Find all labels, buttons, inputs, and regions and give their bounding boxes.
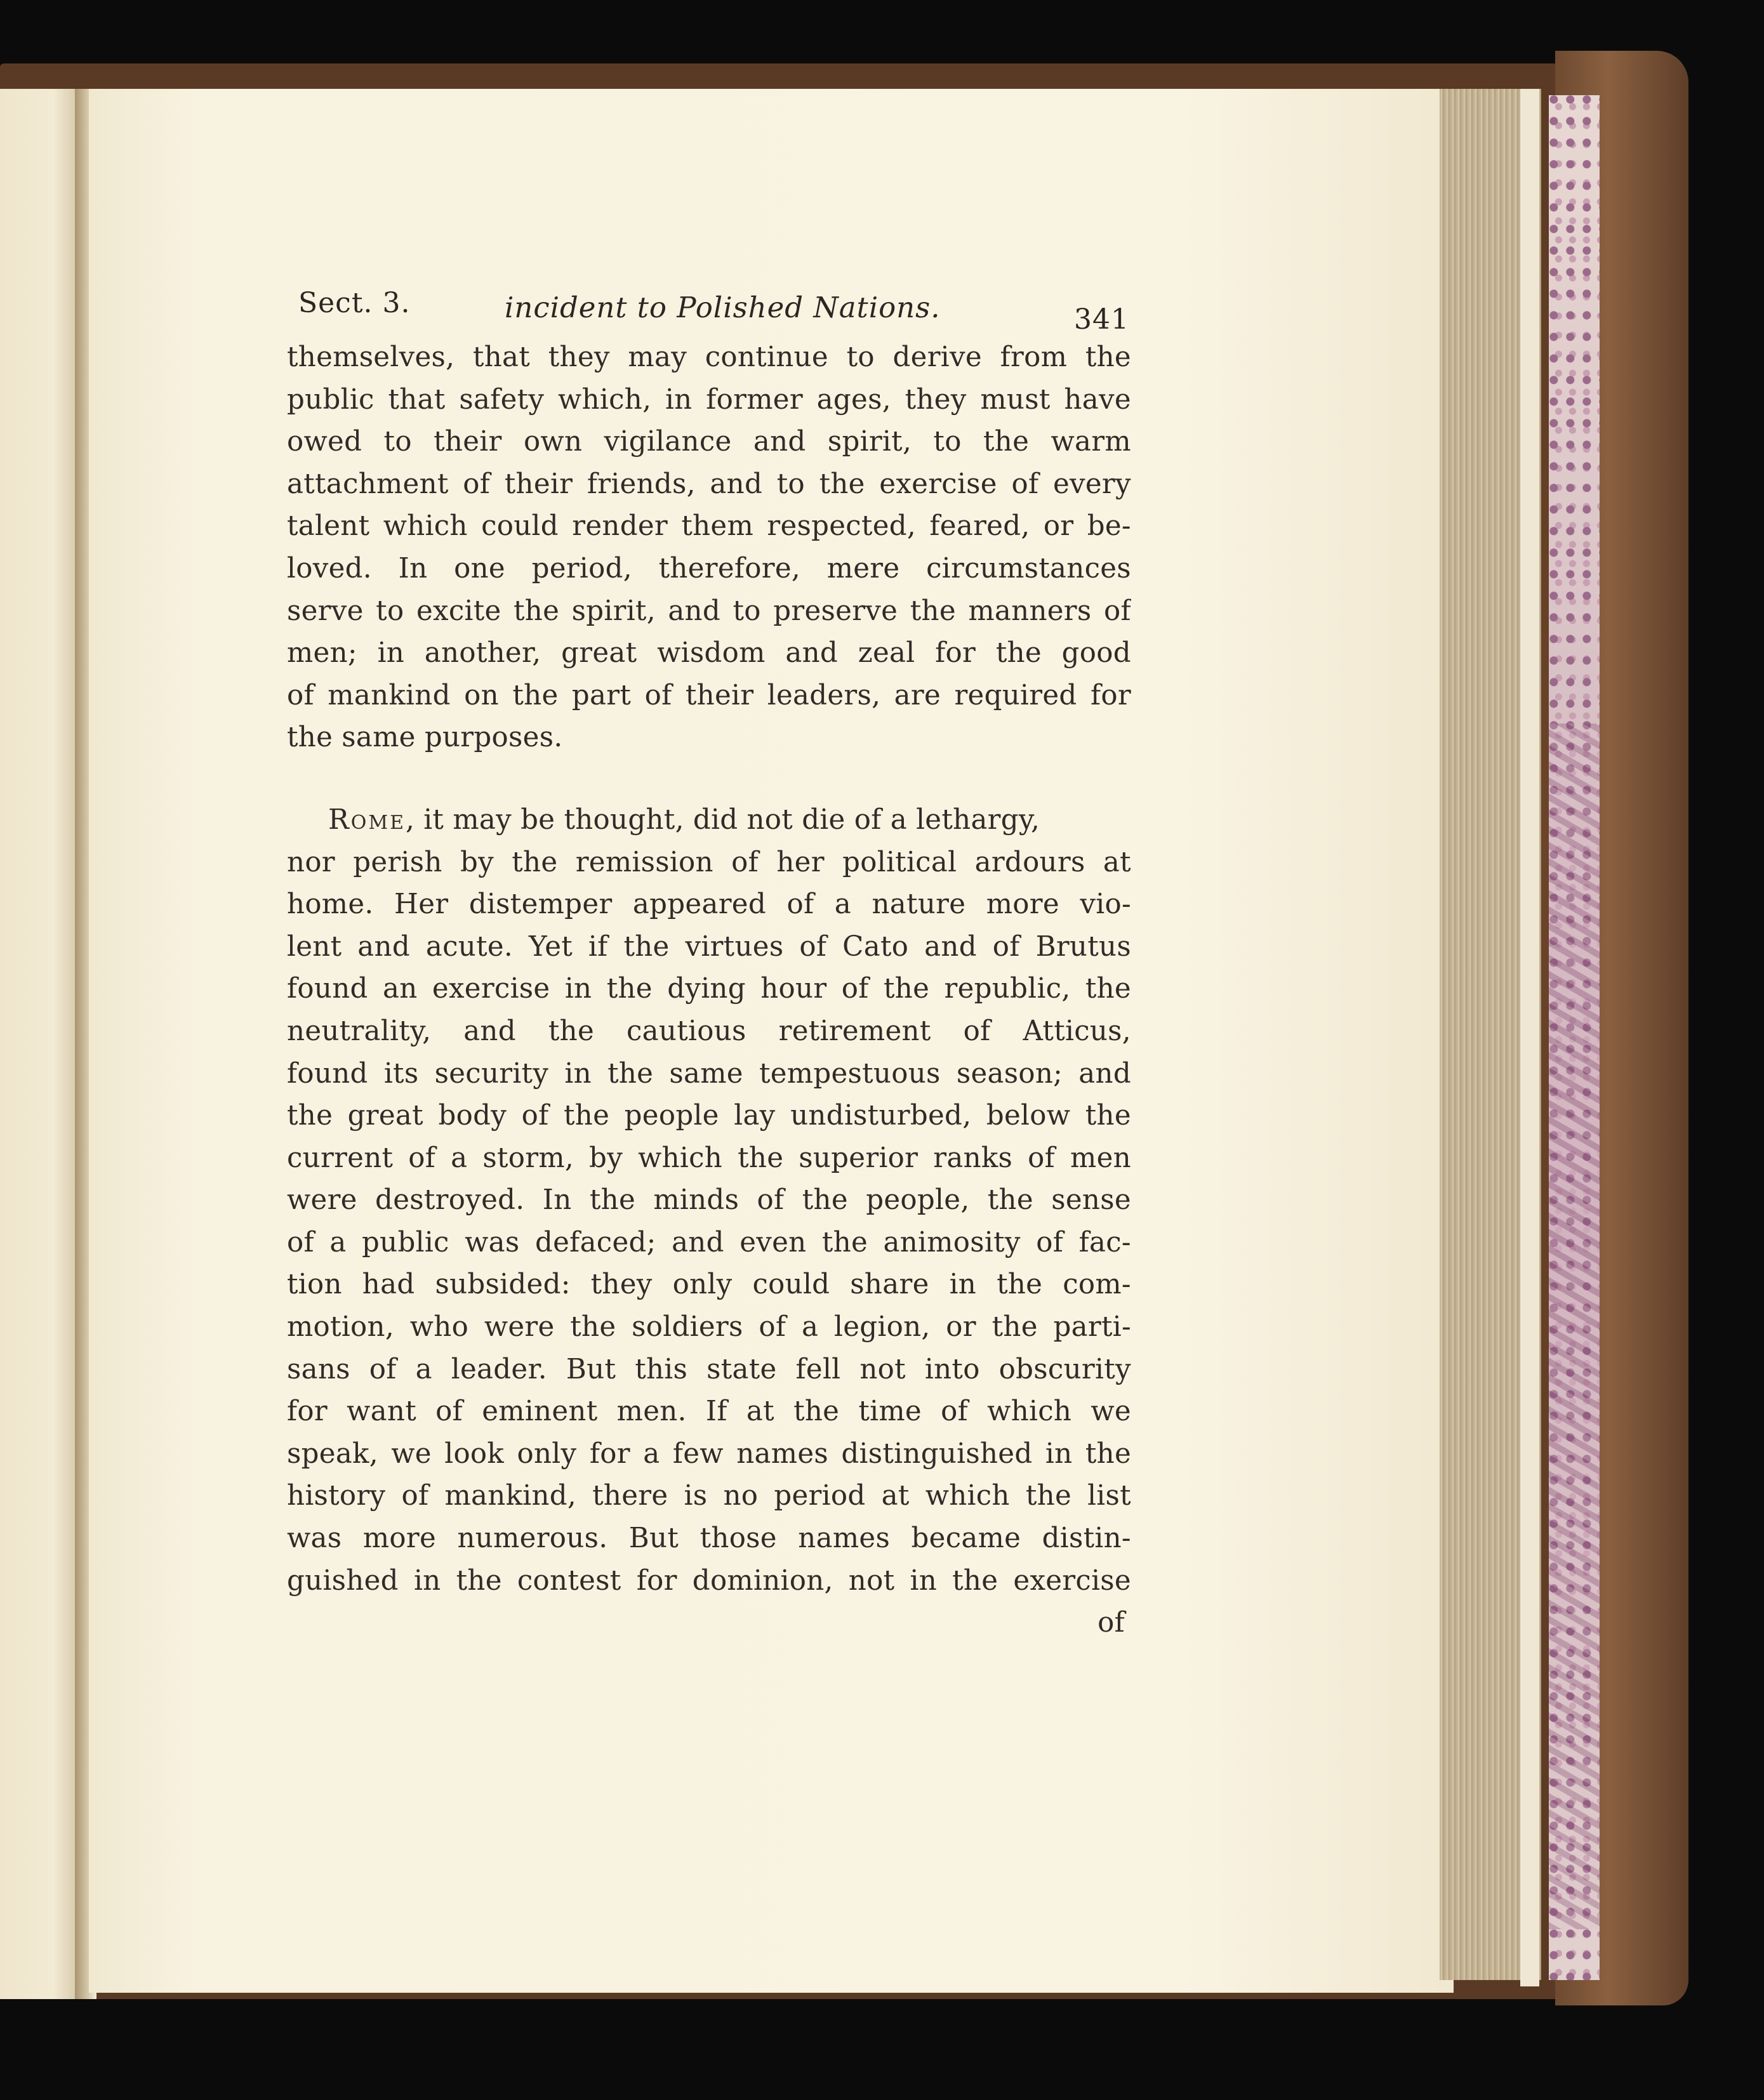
paragraph-2	[287, 799, 1131, 1602]
text-line: tion had subsided: they only could share in the com-	[287, 1269, 1131, 1301]
text-line: for want of eminent men. If at the time of which we	[287, 1396, 1131, 1428]
text-line: home. Her distemper appeared of a nature more vio-	[287, 888, 1131, 921]
text-line: guished in the contest for dominion, not in the exercise	[287, 1564, 1131, 1597]
running-head-section: Sect. 3.	[298, 287, 411, 319]
text-line: the same purposes.	[287, 722, 563, 754]
text-line: sans of a leader. But this state fell not into obscurity	[287, 1353, 1131, 1385]
page-number: 341	[1074, 303, 1129, 336]
text-line: nor perish by the remission of her political ardours at	[287, 846, 1131, 878]
text-line: public that safety which, in former ages, they must have	[287, 383, 1131, 416]
first-line-rest: , it may be thought, did not die of a lethargy,	[405, 803, 1040, 836]
text-line: motion, who were the soldiers of a legion, or the parti-	[287, 1311, 1131, 1344]
text-line: of mankind on the part of their leaders, are required for	[287, 679, 1131, 711]
text-line: speak, we look only for a few names distinguished in the	[287, 1437, 1131, 1470]
text-line: serve to excite the spirit, and to preserve the manners of	[287, 595, 1131, 627]
running-head-title: incident to Polished Nations.	[505, 291, 941, 324]
text-line: current of a storm, by which the superior ranks of men	[287, 1142, 1131, 1174]
text-line: of a public was defaced; and even the animosity of fac-	[287, 1226, 1131, 1258]
text-line: attachment of their friends, and to the exercise of every	[287, 468, 1131, 500]
text-line: lent and acute. Yet if the virtues of Cato and of Brutus	[287, 930, 1131, 963]
text-line: talent which could render them respected, feared, or be-	[287, 510, 1131, 543]
catchword: of	[1098, 1607, 1125, 1639]
text-line: neutrality, and the cautious retirement of Atticus,	[287, 1015, 1131, 1047]
fore-edge-highlight	[1520, 89, 1539, 1986]
text-line-first	[287, 799, 1131, 842]
text-line: history of mankind, there is no period at which the list	[287, 1480, 1131, 1512]
text-line: were destroyed. In the minds of the people, the sense	[287, 1184, 1131, 1217]
paragraph-1	[287, 336, 1131, 759]
text-line: the great body of the people lay undisturbed, below the	[287, 1100, 1131, 1132]
drop-word: Rome	[328, 803, 406, 836]
marbled-endpaper-pattern	[1549, 723, 1600, 1929]
text-line: found its security in the same tempestuous season; and	[287, 1057, 1131, 1090]
text-line: loved. In one period, therefore, mere circumstances	[287, 552, 1131, 584]
body-text	[287, 336, 1131, 1644]
text-line: owed to their own vigilance and spirit, to the warm	[287, 426, 1131, 458]
text-line: was more numerous. But those names became distin-	[287, 1522, 1131, 1555]
text-line: found an exercise in the dying hour of the republic, the	[287, 973, 1131, 1005]
text-line: men; in another, great wisdom and zeal for the good	[287, 637, 1131, 670]
text-line: themselves, that they may continue to derive from the	[287, 341, 1131, 373]
left-page-edge	[0, 89, 79, 1999]
